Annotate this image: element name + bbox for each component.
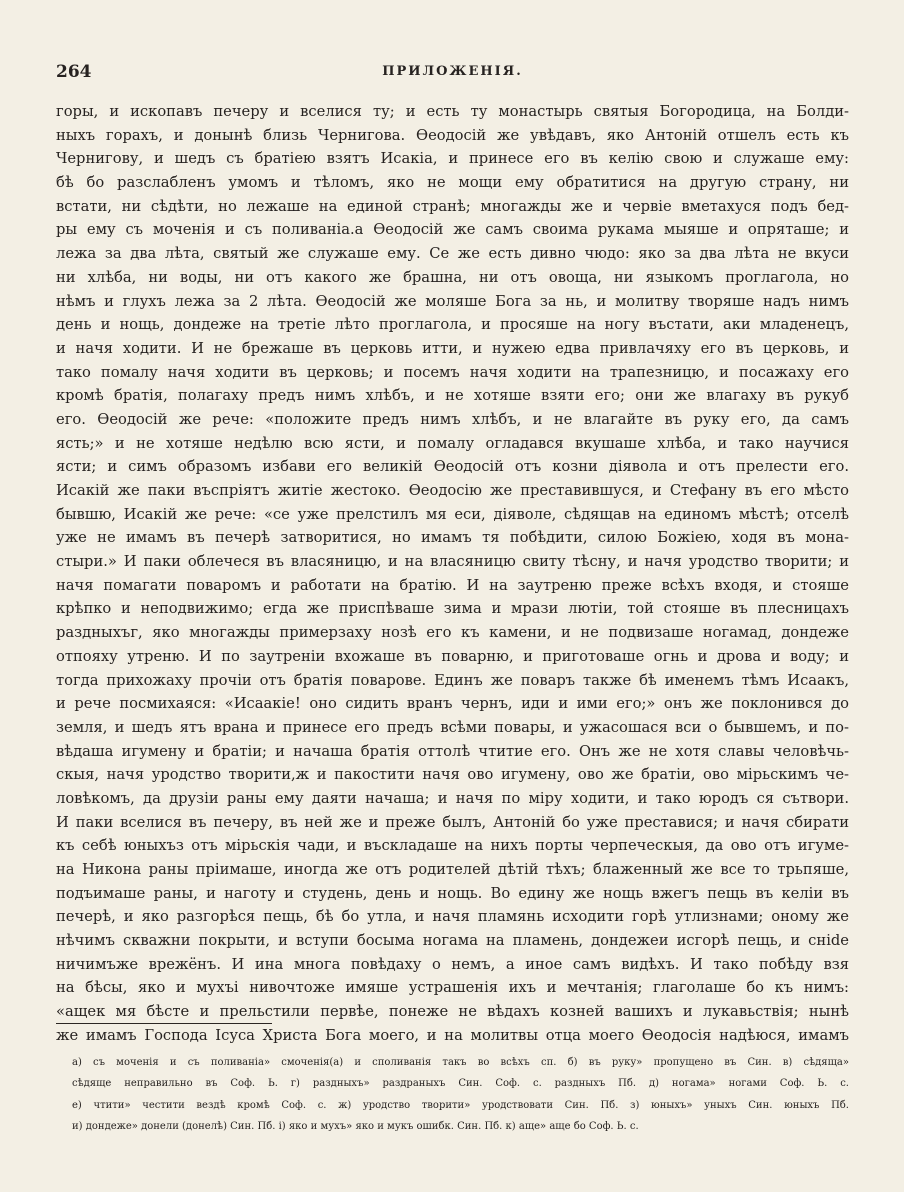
footnote-line: а) съ моченія и съ поливаніа» смоченія(а) и споливанія такъ во всѣхъ сп. б) въ руку» пропущено въ Син. в) сѣдяща» <box>72 1057 849 1068</box>
text-line: ничимъже врежёнъ. И ина многа повѣдаху о немъ, а иное самъ видѣхъ. И тако побѣду взя <box>56 955 849 973</box>
text-line: скыя, начя уродство творити,ж и пакостити начя ово игумену, ово же братіи, ово мірьскимъ че- <box>56 766 849 784</box>
page-number: 264 <box>56 62 92 82</box>
text-line: нѣчимъ скважни покрыти, и вступи босыма ногама на пламень, дондежеи исгорѣ пещь, и снide <box>56 932 849 950</box>
page-header <box>56 62 849 86</box>
text-line: ни хлѣба, ни воды, ни отъ какого же брашна, ни отъ овоща, ни языкомъ проглагола, но <box>56 268 849 286</box>
text-line: раздныхъг, яко многажды примерзаху нозѣ его къ камени, и не подвизаше ногамад, дондеже <box>56 624 849 642</box>
text-line: тогда прихожаху прочіи отъ братія поварове. Единъ же поваръ также бѣ именемъ тѣмъ Исаакъ, <box>56 671 849 689</box>
running-head: ПРИЛОЖЕНІЯ. <box>382 64 523 79</box>
text-line: нѣмъ и глухъ лежа за 2 лѣта. Ѳеодосій же моляше Бога за нь, и молитву творяше надъ нимъ <box>56 292 849 310</box>
footnote-divider <box>56 1023 272 1024</box>
text-line: лежа за два лѣта, святый же служаше ему. Се же есть дивно чюдо: яко за два лѣта не вкуси <box>56 245 849 263</box>
text-line: крѣпко и неподвижимо; егда же приспѣваше зима и мрази лютіи, той стояше въ плесницахъ <box>56 600 849 618</box>
footnote-line: и) дондеже» донели (донелѣ) Син. Пб. і) яко и мухъ» яко и мукъ ошибк. Син. Пб. к) аще» аще бо Соф. Ь. с. <box>72 1120 639 1132</box>
footnote-line: сѣдяще неправильно въ Соф. Ь. г) раздныхъ» раздраныхъ Син. Соф. с. раздныхъ Пб. д) ногама» ногами Соф. Ь. с. <box>72 1078 849 1090</box>
text-line: на бѣсы, яко и мухъі нивочтоже имяше устрашенія ихъ и мечтанія; глаголаше бо къ нимъ: <box>56 979 849 997</box>
text-line: и начя ходити. И не брежаше въ церковь итти, и нужею едва привлачяху его въ церковь, и <box>56 339 849 357</box>
text-line: стыри.» И паки облечеся въ власяницю, и на власяницю свиту тѣсну, и начя уродство творити; и <box>56 553 849 571</box>
text-line: уже не имамъ въ печерѣ затворитися, но имамъ тя побѣдити, силою Божіею, ходя въ мона- <box>56 529 849 547</box>
text-line: подъимаше раны, и наготу и студень, день и нощь. Во едину же нощь вжегъ пещь въ келіи въ <box>56 884 849 902</box>
text-line: ныхъ горахъ, и донынѣ близь Чернигова. Ѳеодосій же увѣдавъ, яко Антоній отшелъ есть къ <box>56 126 849 144</box>
text-line: бѣ бо разслабленъ умомъ и тѣломъ, яко не мощи ему обратитися на другую страну, ни <box>56 174 849 192</box>
text-line: на Никона раны пріимаше, иногда же отъ родителей дѣтій тѣхъ; блаженный же все то трьпяше, <box>56 861 849 878</box>
text-line: же имамъ Господа Ісуса Христа Бога моего, и на молитвы отца моего Ѳеодосія надѣюся, имамъ <box>56 1026 849 1044</box>
text-line: отпояху утреню. И по заутреніи вхожаше въ поварню, и приготоваше огнь и дрова и воду; и <box>56 647 849 665</box>
text-line: И паки вселися въ печеру, въ ней же и преже былъ, Антоній бо уже преставися; и начя сбирати <box>56 813 849 831</box>
text-line: вѣдаша игумену и братіи; и начаша братія оттолѣ чтитие его. Онъ же не хотя славы человѣчь- <box>56 742 849 760</box>
text-line: къ себѣ юныхъз отъ мірьскія чади, и въскладаше на нихъ порты черпеческыя, да ово отъ игуме- <box>56 837 849 855</box>
text-line: его. Ѳеодосій же рече: «положите предъ нимъ хлѣбъ, и не влагайте въ руку его, да самъ <box>56 410 849 428</box>
text-line: ловѣкомъ, да друзіи раны ему даяти начаша; и начя по міру ходити, и тако юродъ ся сътвори. <box>56 789 849 807</box>
text-line: Исакій же паки въспріятъ житіе жестоко. Ѳеодосію же преставившуся, и Стефану въ его мѣсто <box>56 482 849 499</box>
text-line: ры ему съ моченія и съ поливаніа.а Ѳеодосій же самъ своима рукама мыяше и опряташе; и <box>56 221 849 239</box>
text-line: горы, и ископавъ печеру и вселися ту; и есть ту монастырь святыя Богородица, на Болди- <box>56 103 849 120</box>
text-line: встати, ни сѣдѣти, но лежаше на единой странѣ; многажды же и червіе вметахуся подъ бед- <box>56 197 849 215</box>
text-line: «ащек мя бѣсте и прельстили первѣе, понеже не вѣдахъ козней вашихъ и лукавьствія; нынѣ <box>56 1003 849 1021</box>
main-text <box>56 100 849 1048</box>
text-line: день и нощь, дондеже на третіе лѣто проглагола, и просяше на ногу въстати, аки младенецъ, <box>56 316 849 334</box>
text-line: Чернигову, и шедъ съ братіею взятъ Исакіа, и принесе его въ келію свою и служаше ему: <box>56 150 849 168</box>
footnotes <box>72 1052 849 1137</box>
footnote-line: е) чтити» честити вездѣ кромѣ Соф. с. ж) уродство творити» уродствовати Син. Пб. з) юныхъ» уныхъ Син. юныхъ Пб. <box>72 1099 849 1111</box>
text-line: и рече посмихаяся: «Исаакіе! оно сидить вранъ чернъ, иди и ими его;» онъ же поклонився до <box>56 695 849 713</box>
text-line: тако помалу начя ходити въ церковь; и посемъ начя ходити на трапезницю, и посажаху его <box>56 363 849 381</box>
text-line: начя помагати поваромъ и работати на братію. И на заутреню преже всѣхъ входя, и стояше <box>56 576 849 594</box>
text-line: бывшю, Исакій же рече: «се уже прелстилъ мя еси, діяволе, сѣдящав на единомъ мѣстѣ; отселѣ <box>56 505 849 523</box>
text-line: печерѣ, и яко разгорѣся пещь, бѣ бо утла, и начя пламянь исходити горѣ утлизнами; оному же <box>56 908 849 926</box>
text-line: ясть;» и не хотяше недѣлю всю ясти, и помалу огладався вкушаше хлѣба, и тако научися <box>56 434 849 452</box>
text-line: земля, и шедъ ятъ врана и принесе его предъ всѣми повары, и ужасошася вси о бывшемъ, и по- <box>56 718 849 736</box>
text-line: кромѣ братія, полагаху предъ нимъ хлѣбъ, и не хотяше взяти его; они же влагаху въ рукуб <box>56 387 849 405</box>
text-line: ясти; и симъ образомъ избави его великій Ѳеодосій отъ козни діявола и отъ прелести его. <box>56 458 849 476</box>
